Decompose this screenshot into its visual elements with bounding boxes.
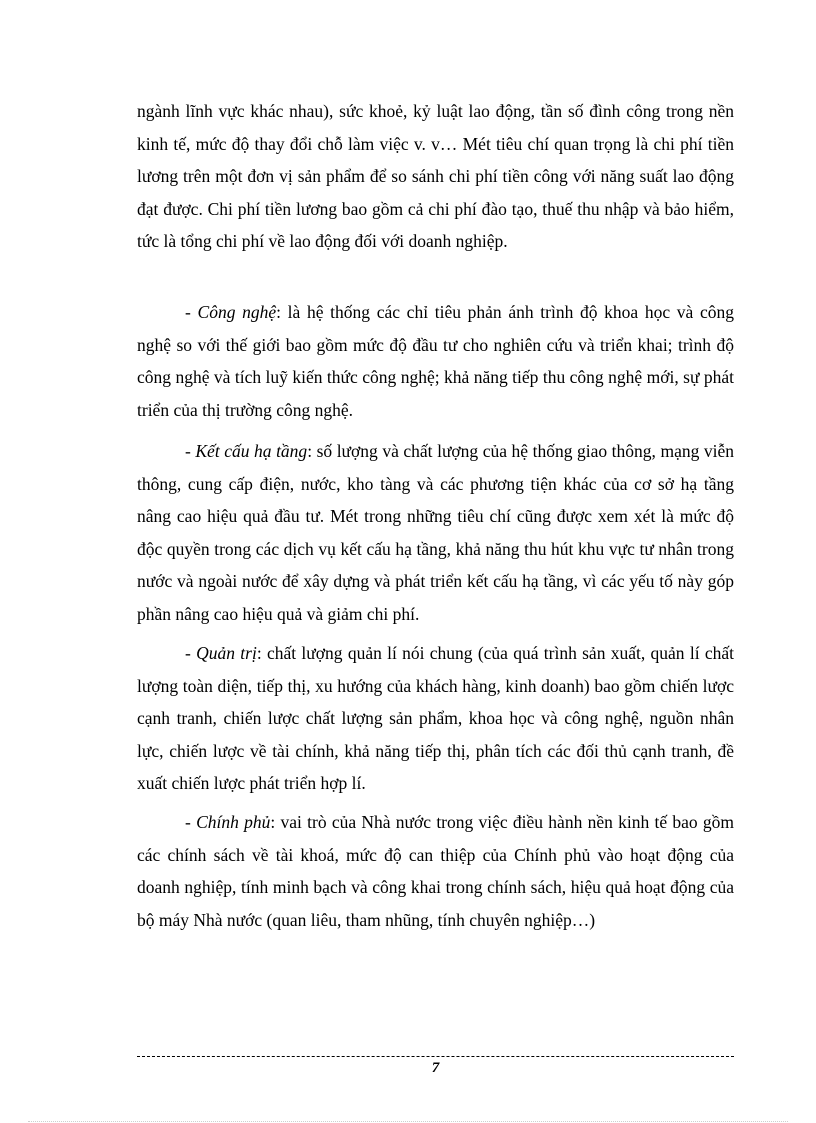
paragraph-ket-cau-ha-tang <box>137 435 734 631</box>
term-cong-nghe: Công nghệ <box>197 302 277 322</box>
paragraph-quan-tri <box>137 637 734 800</box>
paragraph-text: ngành lĩnh vực khác nhau), sức khoẻ, kỷ luật lao động, tần số đình công trong nền kinh tế, mức độ thay đổi chỗ làm việc v. v… Mét tiêu chí quan trọng là chi phí tiền lương trên một đơn vị sản phẩm để so sánh chi phí tiền công với năng suất lao động đạt được. Chi phí tiền lương bao gồm cả chi phí đào tạo, thuế thu nhập và bảo hiểm, tức là tổng chi phí về lao động đối với doanh nghiệp. <box>137 101 734 252</box>
paragraph-continuation <box>137 95 734 258</box>
bullet-dash: - <box>185 302 198 322</box>
paragraph-text: : là hệ thống các chỉ tiêu phản ánh trình độ khoa học và công nghệ so với thế giới bao gồm mức độ đầu tư cho nghiên cứu và triển khai; trình độ công nghệ và tích luỹ kiến thức công nghệ; khả năng tiếp thu công nghệ mới, sự phát triển của thị trường công nghệ. <box>137 302 735 420</box>
paragraph-chinh-phu <box>137 806 734 936</box>
page-bottom-border <box>28 1121 788 1122</box>
bullet-dash: - <box>185 441 196 461</box>
paragraph-text: : số lượng và chất lượng của hệ thống giao thông, mạng viễn thông, cung cấp điện, nước, kho tàng và các phương tiện khác của cơ sở hạ tầng nâng cao hiệu quả đầu tư. Mét trong những tiêu chí cũng được xem xét là mức độ độc quyền trong các dịch vụ kết cấu hạ tầng, khả năng thu hút khu vực tư nhân trong nước và ngoài nước để xây dựng và phát triển kết cấu hạ tầng, vì các yếu tố này góp phần nâng cao hiệu quả và giảm chi phí. <box>137 441 735 624</box>
page-number: 7 <box>431 1060 440 1076</box>
bullet-dash: - <box>185 812 197 832</box>
paragraph-text: : vai trò của Nhà nước trong việc điều hành nền kinh tế bao gồm các chính sách về tài khoá, mức độ can thiệp của Chính phủ vào hoạt động của doanh nghiệp, tính minh bạch và công khai trong chính sách, hiệu quả hoạt động của bộ máy Nhà nước (quan liêu, tham nhũng, tính chuyên nghiệp…) <box>137 812 734 930</box>
term-ket-cau-ha-tang: Kết cấu hạ tầng <box>195 441 308 461</box>
term-quan-tri: Quản trị <box>196 643 257 663</box>
footer-divider <box>137 1056 734 1057</box>
term-chinh-phu: Chính phủ <box>196 812 271 832</box>
paragraph-cong-nghe <box>137 296 734 426</box>
bullet-dash: - <box>185 643 197 663</box>
paragraph-text: : chất lượng quản lí nói chung (của quá trình sản xuất, quản lí chất lượng toàn diện, tiếp thị, xu hướng của khách hàng, kinh doanh) bao gồm chiến lược cạnh tranh, chiến lược chất lượng sản phẩm, khoa học và công nghệ, nguồn nhân lực, chiến lược về tài chính, khả năng tiếp thị, phân tích các đối thủ cạnh tranh, đề xuất chiến lược phát triển hợp lí. <box>137 643 734 794</box>
